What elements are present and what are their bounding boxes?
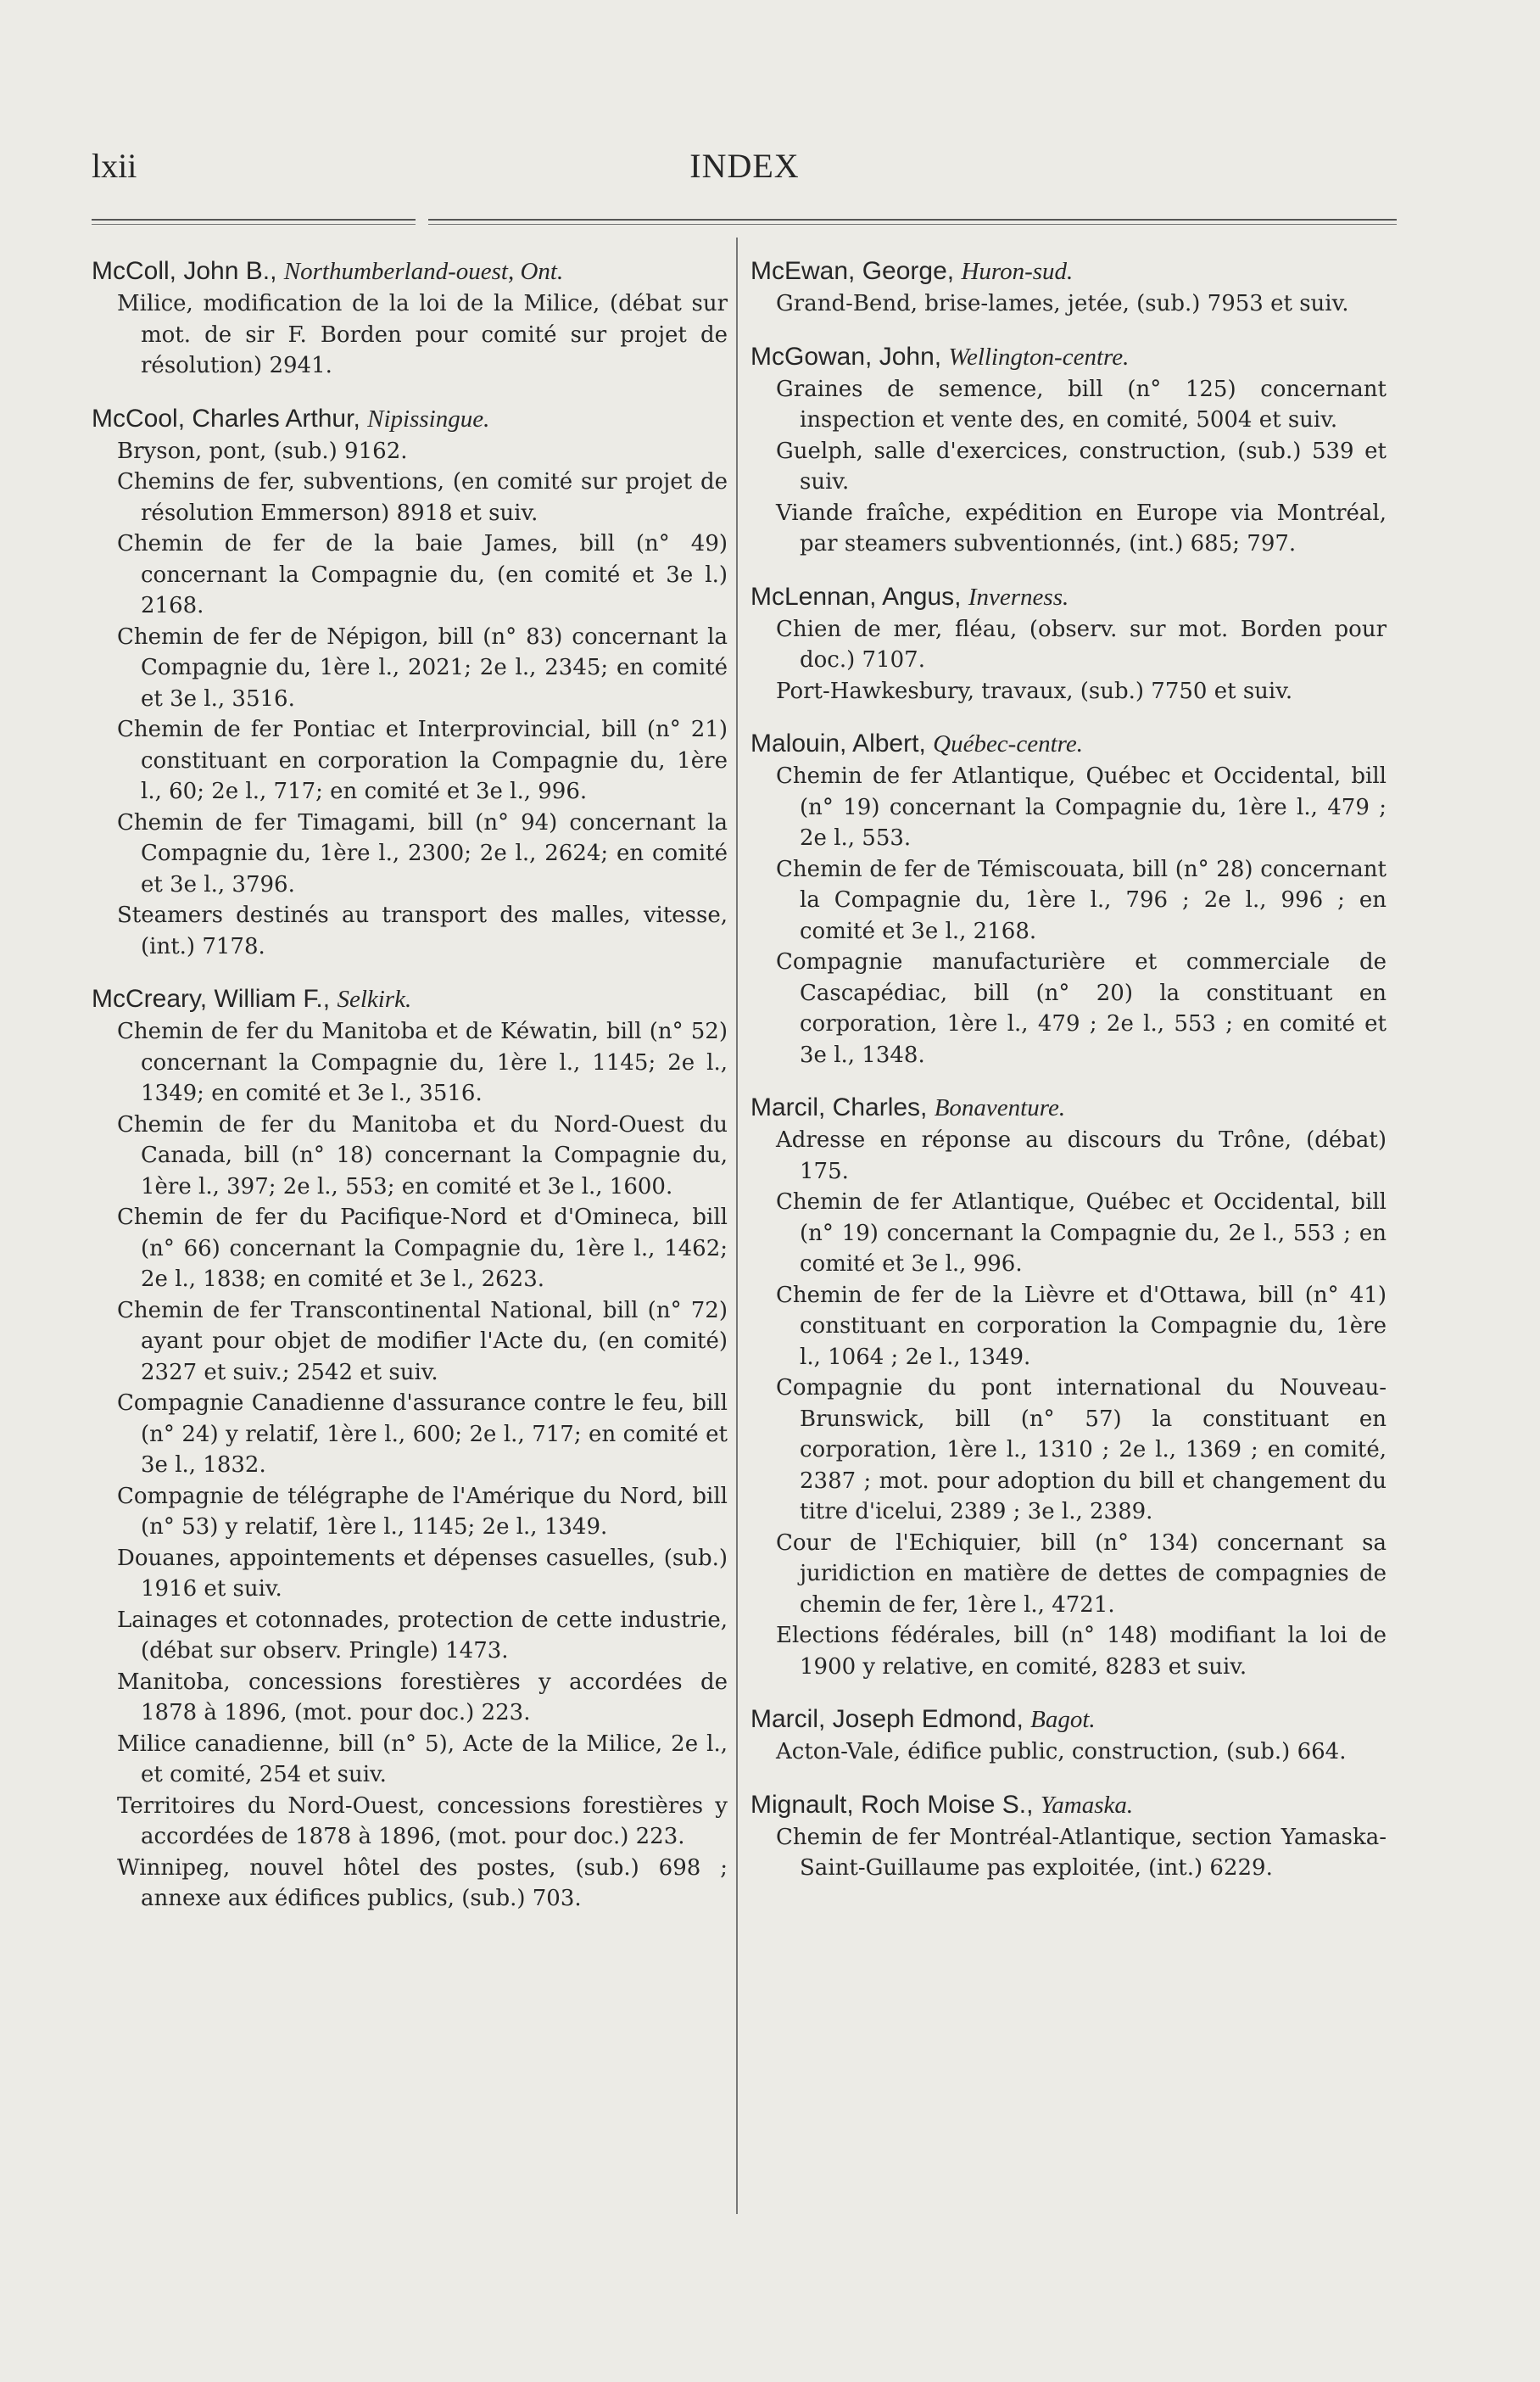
member-name: Marcil, Charles, bbox=[750, 1093, 928, 1121]
entry-heading bbox=[750, 1091, 1387, 1125]
riding-name: Northumberland-ouest, Ont. bbox=[283, 258, 564, 285]
subentry: Viande fraîche, expédition en Europe via Montréal, par steamers subventionnés, (int.) 685; 797. bbox=[776, 500, 1387, 556]
subentry: Compagnie de télégraphe de l'Amérique du Nord, bill (n° 53) y relatif, 1ère l., 1145; 2e l., 1349. bbox=[117, 1483, 728, 1540]
subentry: Winnipeg, nouvel hôtel des postes, (sub.) 698 ; annexe aux édifices publics, (sub.) 703. bbox=[117, 1854, 728, 1911]
subentry: Chemin de fer Pontiac et Interprovincial, bill (n° 21) constituant en corporation la Compagnie du, 1ère l., 60; 2e l., 717; en comité et 3e l., 996. bbox=[117, 717, 728, 804]
member-name: Marcil, Joseph Edmond, bbox=[750, 1705, 1024, 1733]
member-name: McEwan, George, bbox=[750, 257, 955, 285]
left-column bbox=[92, 254, 728, 1935]
index-entry bbox=[92, 254, 728, 382]
index-entry bbox=[750, 1788, 1387, 1884]
riding-name: Nipissingue. bbox=[367, 405, 490, 433]
subentry: Milice canadienne, bill (n° 5), Acte de la Milice, 2e l., et comité, 254 et suiv. bbox=[117, 1731, 728, 1787]
riding-name: Wellington-centre. bbox=[948, 343, 1130, 371]
entry-heading bbox=[92, 254, 728, 288]
header-rule-left bbox=[92, 219, 416, 225]
index-entry bbox=[750, 727, 1387, 1071]
subentry: Guelph, salle d'exercices, construction, (sub.) 539 et suiv. bbox=[776, 438, 1387, 495]
subentry: Cour de l'Echiquier, bill (n° 134) concernant sa juridiction en matière de dettes de compagnies de chemin de fer, 1ère l., 4721. bbox=[776, 1529, 1387, 1618]
subentry: Chemin de fer Montréal-Atlantique, section Yamaska-Saint-Guillaume pas exploitée, (int.) 6229. bbox=[776, 1824, 1387, 1881]
subentry: Chemin de fer de la Lièvre et d'Ottawa, bill (n° 41) constituant en corporation la Compagnie du, 1ère l., 1064 ; 2e l., 1349. bbox=[776, 1282, 1387, 1370]
riding-name: Québec-centre. bbox=[933, 730, 1083, 758]
subentry: Compagnie du pont international du Nouveau-Brunswick, bill (n° 57) la constituant en corporation, 1ère l., 1310 ; 2e l., 1369 ; en comité, 2387 ; mot. pour adoption du bill et changement du titre d'icelui, 2389 ; 3e l., 2389. bbox=[776, 1375, 1387, 1524]
riding-name: Huron-sud. bbox=[961, 258, 1074, 285]
index-entry bbox=[750, 340, 1387, 560]
subentry: Graines de semence, bill (n° 125) concernant inspection et vente des, en comité, 5004 et suiv. bbox=[776, 376, 1387, 433]
index-entry bbox=[750, 1703, 1387, 1768]
subentry: Chemin de fer Atlantique, Québec et Occidental, bill (n° 19) concernant la Compagnie du, 2e l., 553 ; en comité et 3e l., 996. bbox=[776, 1189, 1387, 1277]
entry-heading bbox=[750, 1788, 1387, 1822]
subentry: Chemins de fer, subventions, (en comité sur projet de résolution Emmerson) 8918 et suiv. bbox=[117, 469, 728, 526]
index-entry bbox=[750, 580, 1387, 707]
subentry: Acton-Vale, édifice public, construction, (sub.) 664. bbox=[776, 1739, 1347, 1764]
subentry: Chemin de fer de Témiscouata, bill (n° 28) concernant la Compagnie du, 1ère l., 796 ; 2e l., 996 ; en comité et 3e l., 2168. bbox=[776, 856, 1387, 944]
column-divider bbox=[736, 238, 738, 2214]
right-column bbox=[750, 254, 1387, 1904]
entry-heading bbox=[92, 982, 728, 1016]
subentry: Territoires du Nord-Ouest, concessions forestières y accordées de 1878 à 1896, (mot. pour doc.) 223. bbox=[117, 1792, 728, 1849]
subentry: Lainages et cotonnades, protection de cette industrie, (débat sur observ. Pringle) 1473. bbox=[117, 1607, 728, 1663]
subentry: Compagnie manufacturière et commerciale de Cascapédiac, bill (n° 20) la constituant en corporation, 1ère l., 479 ; 2e l., 553 ; en comité et 3e l., 1348. bbox=[776, 949, 1387, 1068]
subentry: Steamers destinés au transport des malles, vitesse, (int.) 7178. bbox=[117, 903, 728, 959]
subentry: Milice, modification de la loi de la Milice, (débat sur mot. de sir F. Borden pour comité sur projet de résolution) 2941. bbox=[117, 291, 728, 378]
member-name: McCool, Charles Arthur, bbox=[92, 404, 360, 433]
subentry: Douanes, appointements et dépenses casuelles, (sub.) 1916 et suiv. bbox=[117, 1545, 728, 1602]
subentry: Manitoba, concessions forestières y accordées de 1878 à 1896, (mot. pour doc.) 223. bbox=[117, 1669, 728, 1725]
subentry: Adresse en réponse au discours du Trône, (débat) 175. bbox=[776, 1127, 1387, 1184]
member-name: McGowan, John, bbox=[750, 342, 942, 371]
entry-heading bbox=[750, 580, 1387, 614]
index-entry bbox=[750, 1091, 1387, 1682]
entry-heading bbox=[750, 727, 1387, 761]
subentry: Elections fédérales, bill (n° 148) modifiant la loi de 1900 y relative, en comité, 8283 et suiv. bbox=[776, 1623, 1387, 1680]
subentry: Chemin de fer Timagami, bill (n° 94) concernant la Compagnie du, 1ère l., 2300; 2e l., 2624; en comité et 3e l., 3796. bbox=[117, 809, 728, 897]
subentry: Chemin de fer de la baie James, bill (n° 49) concernant la Compagnie du, (en comité et 3e l.) 2168. bbox=[117, 531, 728, 618]
subentry: Port-Hawkesbury, travaux, (sub.) 7750 et suiv. bbox=[776, 678, 1293, 704]
index-entry bbox=[92, 402, 728, 963]
subentry: Chemin de fer de Népigon, bill (n° 83) concernant la Compagnie du, 1ère l., 2021; 2e l., 2345; en comité et 3e l., 3516. bbox=[117, 623, 728, 712]
riding-name: Selkirk. bbox=[337, 986, 412, 1013]
entry-heading bbox=[750, 254, 1387, 288]
page-title: INDEX bbox=[689, 147, 800, 185]
index-entry bbox=[92, 982, 728, 1915]
subentry: Chien de mer, fléau, (observ. sur mot. Borden pour doc.) 7107. bbox=[776, 616, 1387, 673]
subentry: Compagnie Canadienne d'assurance contre le feu, bill (n° 24) y relatif, 1ère l., 600; 2e l., 717; en comité et 3e l., 1832. bbox=[117, 1390, 728, 1478]
member-name: McColl, John B., bbox=[92, 257, 277, 285]
riding-name: Yamaska. bbox=[1040, 1791, 1134, 1819]
subentry: Chemin de fer Transcontinental National, bill (n° 72) ayant pour objet de modifier l'Acte du, (en comité) 2327 et suiv.; 2542 et suiv. bbox=[117, 1297, 728, 1385]
header-rule-right bbox=[428, 219, 1397, 225]
entry-heading bbox=[92, 402, 728, 436]
member-name: McCreary, William F., bbox=[92, 985, 331, 1013]
member-name: Mignault, Roch Moise S., bbox=[750, 1790, 1034, 1819]
riding-name: Bagot. bbox=[1030, 1706, 1096, 1733]
subentry: Bryson, pont, (sub.) 9162. bbox=[117, 438, 408, 464]
subentry: Chemin de fer du Manitoba et de Kéwatin, bill (n° 52) concernant la Compagnie du, 1ère l., 1145; 2e l., 1349; en comité et 3e l., 3516. bbox=[117, 1019, 728, 1106]
riding-name: Inverness. bbox=[968, 583, 1069, 611]
entry-heading bbox=[750, 1703, 1387, 1736]
subentry: Chemin de fer Atlantique, Québec et Occidental, bill (n° 19) concernant la Compagnie du, 1ère l., 479 ; 2e l., 553. bbox=[776, 763, 1387, 851]
member-name: Malouin, Albert, bbox=[750, 730, 926, 758]
subentry: Chemin de fer du Pacifique-Nord et d'Omineca, bill (n° 66) concernant la Compagnie du, 1ère l., 1462; 2e l., 1838; en comité et 3e l., 2623. bbox=[117, 1205, 728, 1292]
riding-name: Bonaventure. bbox=[934, 1094, 1066, 1121]
member-name: McLennan, Angus, bbox=[750, 582, 962, 611]
page-number: lxii bbox=[92, 147, 137, 185]
subentry: Chemin de fer du Manitoba et du Nord-Ouest du Canada, bill (n° 18) concernant la Compagnie du, 1ère l., 397; 2e l., 553; en comité et 3e l., 1600. bbox=[117, 1111, 728, 1199]
index-entry bbox=[750, 254, 1387, 320]
entry-heading bbox=[750, 340, 1387, 374]
subentry: Grand-Bend, brise-lames, jetée, (sub.) 7953 et suiv. bbox=[776, 291, 1349, 316]
